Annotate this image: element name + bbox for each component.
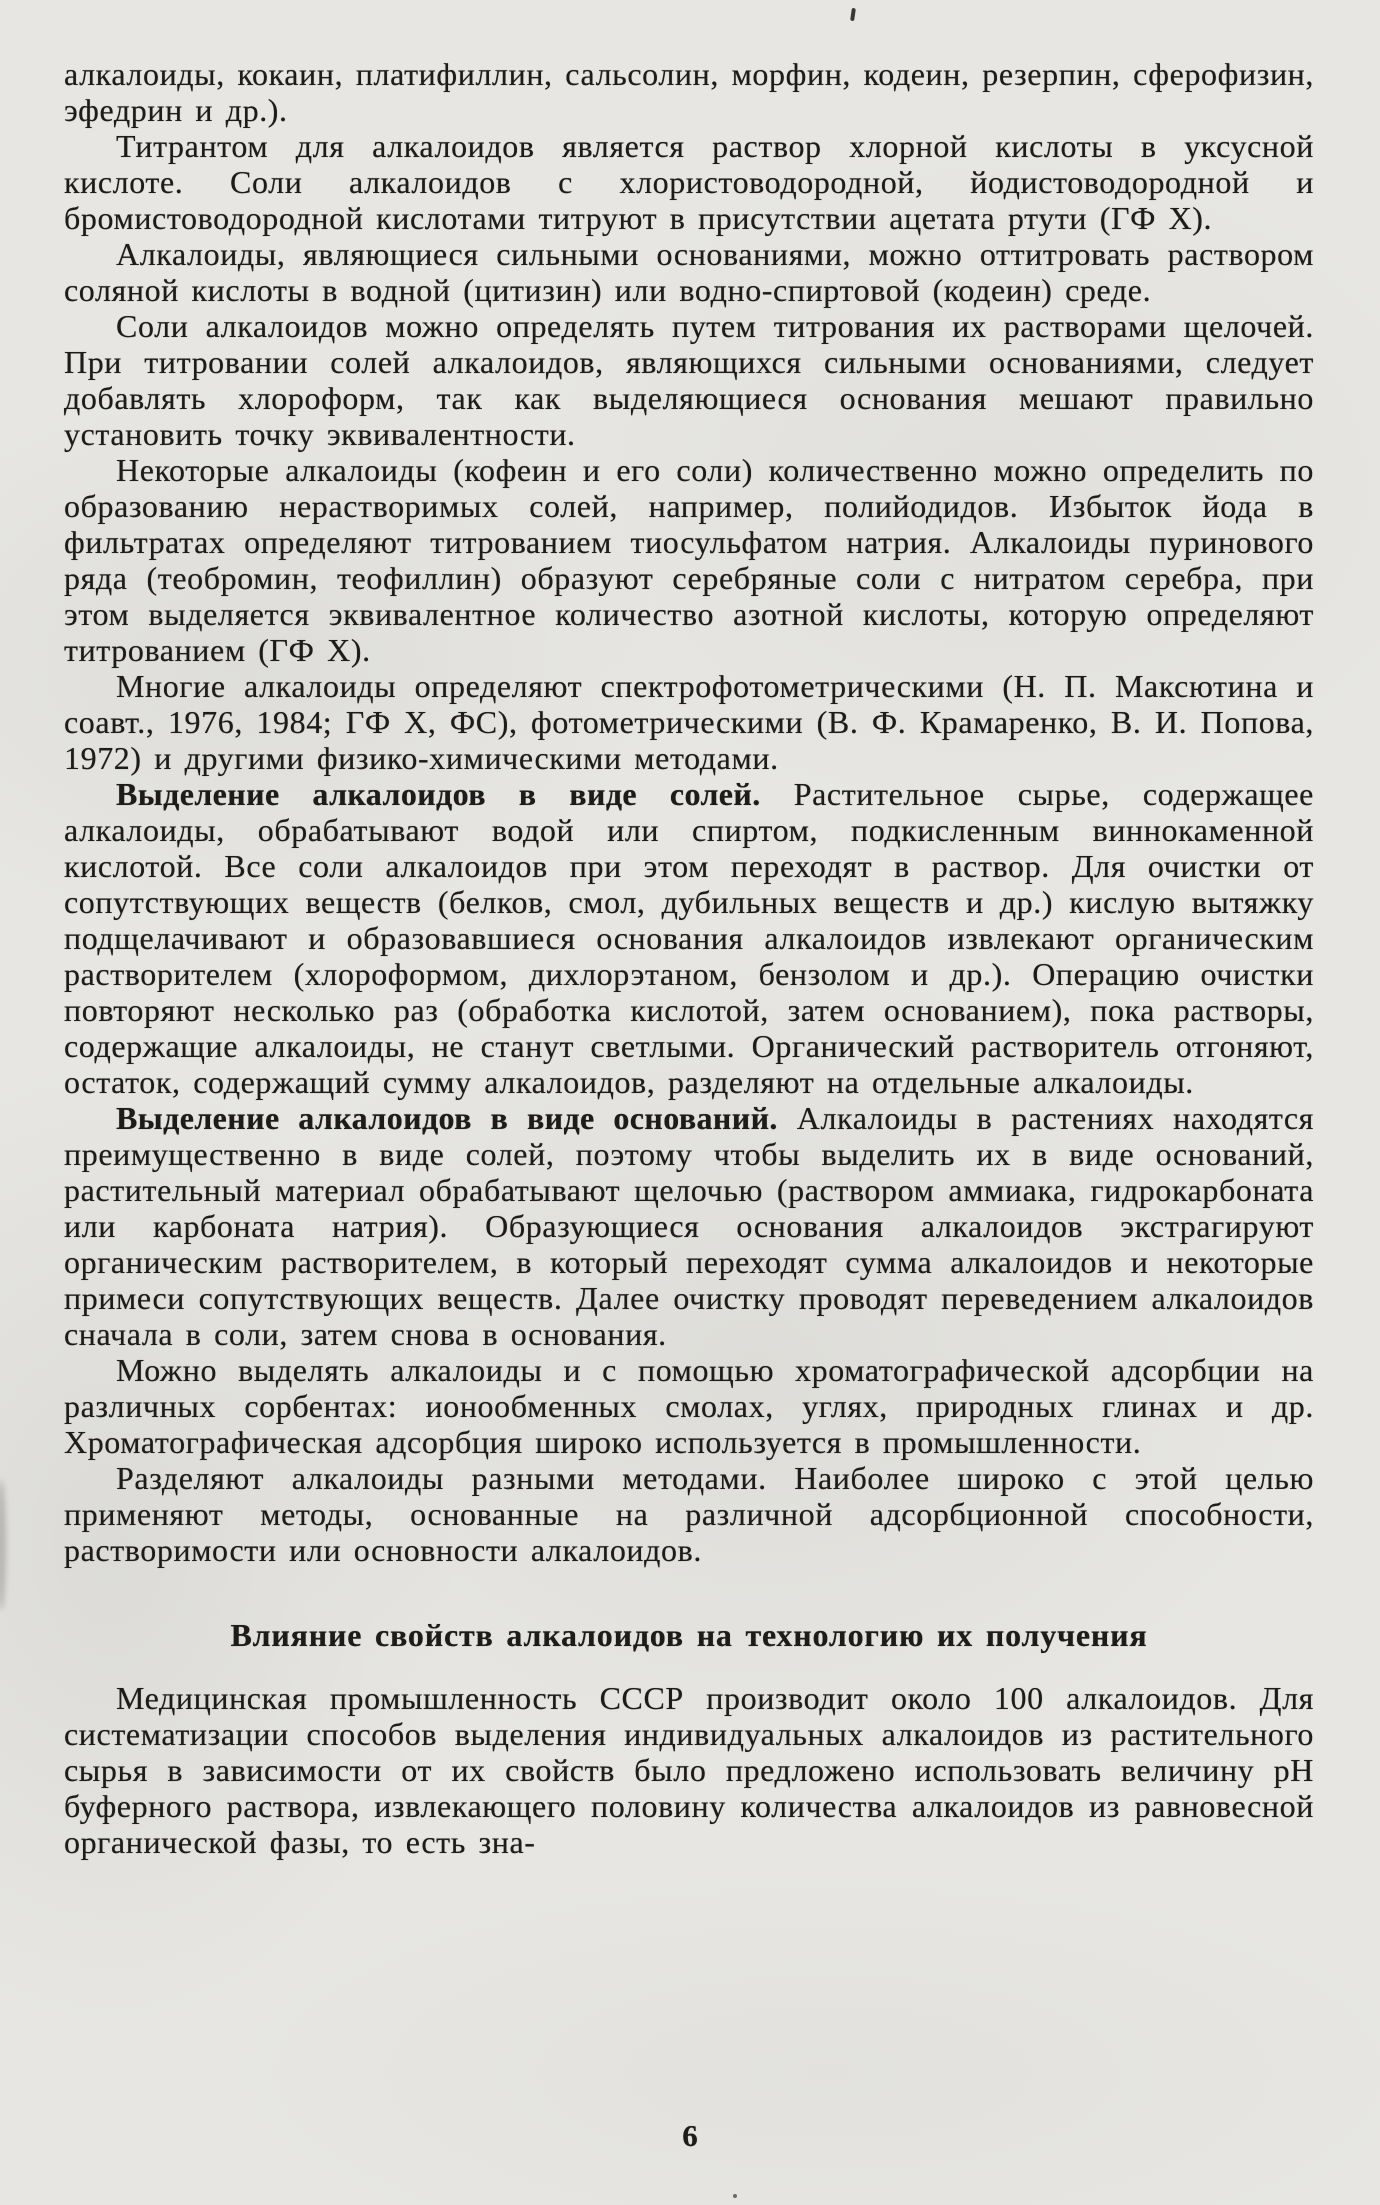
paragraph: Алкалоиды, являющиеся сильными основаниями, можно оттитровать раствором соляной кислоты в водной (цитизин) или водно-спиртовой (кодеин) среде. xyxy=(64,236,1314,308)
paragraph: Многие алкалоиды определяют спектрофотометрическими (Н. П. Максютина и соавт., 1976, 1984; ГФ X, ФС), фотометрическими (В. Ф. Крамаренко, В. И. Попова, 1972) и другими физико-химическими методами. xyxy=(64,668,1314,776)
scan-artifact-dot xyxy=(733,2194,737,2198)
run-in-heading-salts: Выделение алкалоидов в виде солей. xyxy=(116,776,761,812)
scan-artifact-speck xyxy=(850,8,856,21)
paragraph: Некоторые алкалоиды (кофеин и его соли) количественно можно определить по образованию нерастворимых солей, например, полийодидов. Избыток йода в фильтратах определяют титрованием тиосульфатом натрия. Алкалоиды пуринового ряда (теобромин, теофиллин) образуют серебряные соли с нитратом серебра, при этом выделяется эквивалентное количество азотной кислоты, которую определяют титрованием (ГФ X). xyxy=(64,452,1314,668)
section-heading: Влияние свойств алкалоидов на технологию их получения xyxy=(230,1617,1148,1653)
run-in-heading-bases: Выделение алкалоидов в виде оснований. xyxy=(116,1100,778,1136)
paragraph: Разделяют алкалоиды разными методами. Наиболее широко с этой целью применяют методы, основанные на различной адсорбционной способности, растворимости или основности алкалоидов. xyxy=(64,1460,1314,1568)
paragraph-with-run-in-heading xyxy=(64,1100,1314,1352)
page-text xyxy=(64,56,1314,1860)
paragraph-continuation: алкалоиды, кокаин, платифиллин, сальсолин, морфин, кодеин, резерпин, сферофизин, эфедрин и др.). xyxy=(64,56,1314,128)
paragraph-with-run-in-heading xyxy=(64,776,1314,1100)
paragraph-body: Растительное сырье, содержащее алкалоиды, обрабатывают водой или спиртом, подкисленным виннокаменной кислотой. Все соли алкалоидов при этом переходят в раствор. Для очистки от сопутствующих веществ (белков, смол, дубильных веществ и др.) кислую вытяжку подщелачивают и образовавшиеся основания алкалоидов извлекают органическим растворителем (хлороформом, дихлорэтаном, бензолом и др.). Операцию очистки повторяют несколько раз (обработка кислотой, затем основанием), пока растворы, содержащие алкалоиды, не станут светлыми. Органический растворитель отгоняют, остаток, содержащий сумму алкалоидов, разделяют на отдельные алкалоиды. xyxy=(64,776,1314,1100)
scan-artifact-edge-smudge xyxy=(0,1480,6,1610)
page-number: 6 xyxy=(682,2118,698,2153)
paragraph: Медицинская промышленность СССР производит около 100 алкалоидов. Для систематизации способов выделения индивидуальных алкалоидов из растительного сырья в зависимости от их свойств было предложено использовать величину рН буферного раствора, извлекающего половину количества алкалоидов из равновесной органической фазы, то есть зна- xyxy=(64,1680,1314,1860)
paragraph: Соли алкалоидов можно определять путем титрования их растворами щелочей. При титровании солей алкалоидов, являющихся сильными основаниями, следует добавлять хлороформ, так как выделяющиеся основания мешают правильно установить точку эквивалентности. xyxy=(64,308,1314,452)
paragraph-body: Алкалоиды в растениях находятся преимущественно в виде солей, поэтому чтобы выделить их в виде оснований, растительный материал обрабатывают щелочью (раствором аммиака, гидрокарбоната или карбоната натрия). Образующиеся основания алкалоидов экстрагируют органическим растворителем, в который переходят сумма алкалоидов и некоторые примеси сопутствующих веществ. Далее очистку проводят переведением алкалоидов сначала в соли, затем снова в основания. xyxy=(64,1100,1315,1352)
paragraph: Можно выделять алкалоиды и с помощью хроматографической адсорбции на различных сорбентах: ионообменных смолах, углях, природных глинах и др. Хроматографическая адсорбция широко используется в промышленности. xyxy=(64,1352,1314,1460)
paragraph: Титрантом для алкалоидов является раствор хлорной кислоты в уксусной кислоте. Соли алкалоидов с хлористоводородной, йодистоводородной и бромистоводородной кислотами титруют в присутствии ацетата ртути (ГФ X). xyxy=(64,128,1314,236)
